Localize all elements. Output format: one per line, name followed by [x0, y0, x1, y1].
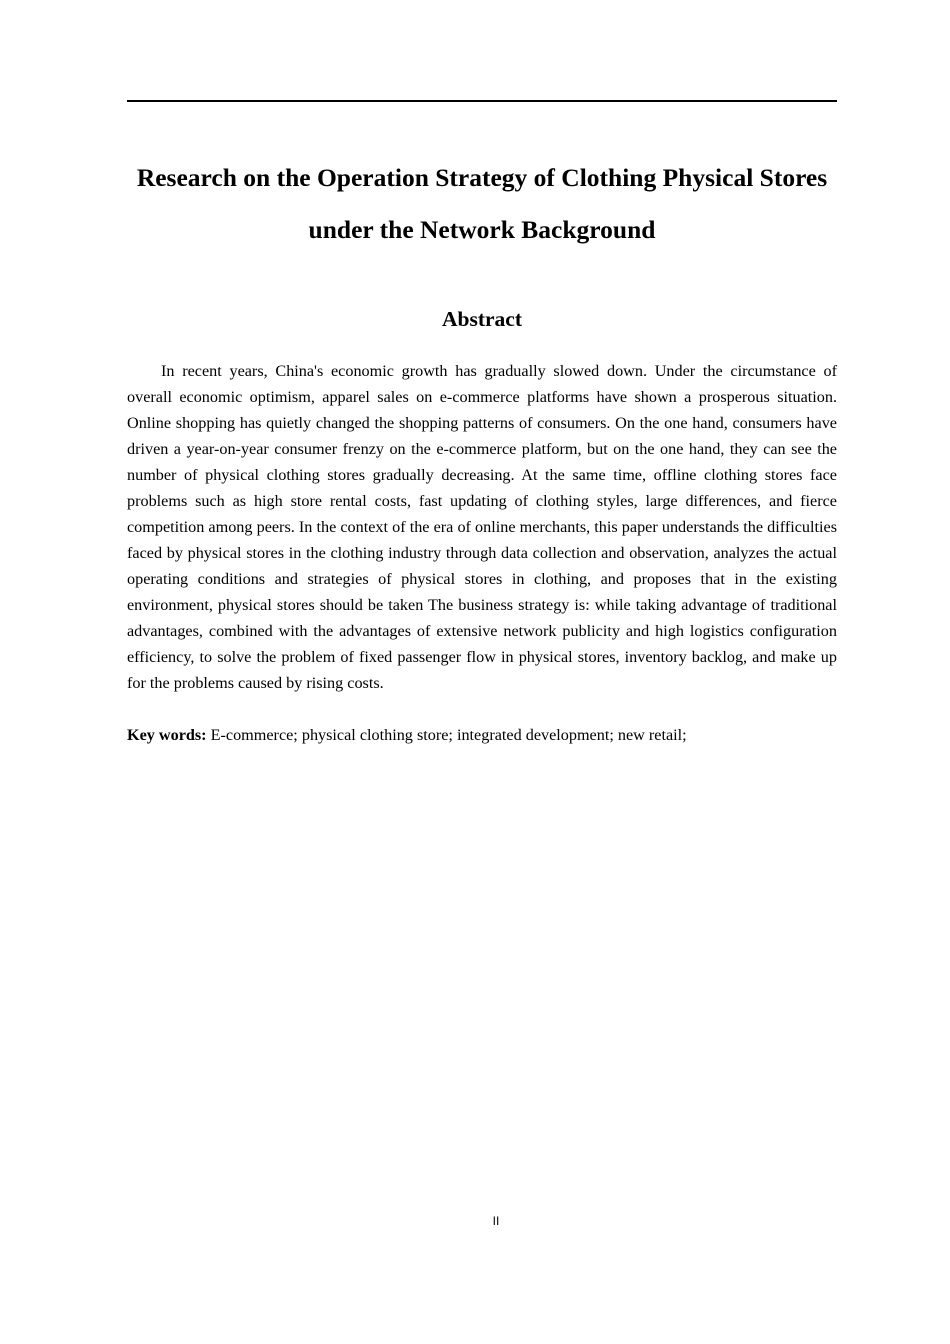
- keywords-label: Key words:: [127, 726, 207, 744]
- keywords-text: E-commerce; physical clothing store; integrated development; new retail;: [206, 726, 687, 744]
- paper-title-line-2: under the Network Background: [308, 215, 656, 244]
- page-number: II: [492, 1214, 500, 1228]
- header-rule: [127, 100, 837, 102]
- paper-title: [127, 152, 837, 256]
- paper-title-line-1: Research on the Operation Strategy of Clothing Physical Stores: [136, 163, 828, 192]
- abstract-heading: Abstract: [441, 307, 522, 331]
- keywords: [127, 722, 837, 748]
- abstract-body: In recent years, China's economic growth has gradually slowed down. Under the circumstance of overall economic optimism, apparel sales on e-commerce platforms have shown a prosperous situation. Online shopping has quietly changed the shopping patterns of consumers. On the one hand, consumers have driven a year-on-year consumer frenzy on the e-commerce platform, but on the one hand, they can see the number of physical clothing stores gradually decreasing. At the same time, offline clothing stores face problems such as high store rental costs, fast updating of clothing styles, large differences, and fierce competition among peers. In the context of the era of online merchants, this paper understands the difficulties faced by physical stores in the clothing industry through data collection and observation, analyzes the actual operating conditions and strategies of physical stores in clothing, and proposes that in the existing environment, physical stores should be taken The business strategy is: while taking advantage of traditional advantages, combined with the advantages of extensive network publicity and high logistics configuration efficiency, to solve the problem of fixed passenger flow in physical stores, inventory backlog, and make up for the problems caused by rising costs.: [127, 362, 837, 692]
